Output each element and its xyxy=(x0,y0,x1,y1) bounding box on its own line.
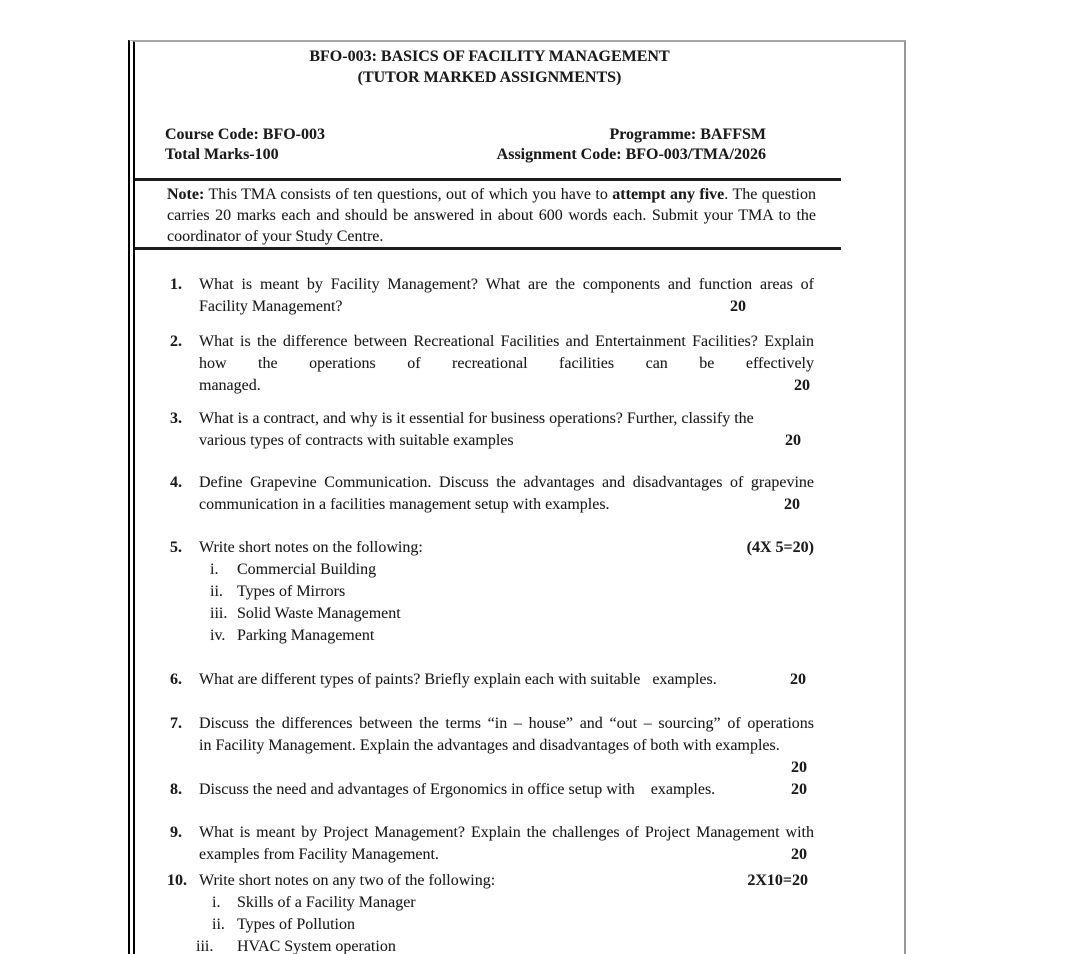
sub-item-text: Commercial Building xyxy=(237,561,377,578)
question-body xyxy=(199,331,814,397)
question-body xyxy=(199,537,814,647)
question-10 xyxy=(165,870,844,954)
question-line: Discuss the differences between the terms “in – house” and “out – sourcing” of operations xyxy=(199,715,814,732)
note-bold-text: attempt any five xyxy=(612,186,725,203)
sub-item xyxy=(210,603,814,625)
sub-item-text: Skills of a Facility Manager xyxy=(237,894,416,911)
sub-item-text: Solid Waste Management xyxy=(237,605,401,622)
questions-list xyxy=(165,274,844,954)
question-7 xyxy=(165,713,844,779)
marks-value: (4X 5=20) xyxy=(746,539,814,556)
question-8 xyxy=(165,779,844,801)
question-line: What is meant by Facility Management? What are the components and function areas of xyxy=(199,276,814,293)
sub-item-text: Types of Mirrors xyxy=(237,583,346,600)
question-1 xyxy=(165,274,844,318)
question-6 xyxy=(165,669,844,691)
page-subtitle: (TUTOR MARKED ASSIGNMENTS) xyxy=(357,69,622,86)
question-line: What is meant by Project Management? Explain the challenges of Project Management with xyxy=(199,824,814,841)
question-body xyxy=(196,870,814,954)
marks-value: 20 xyxy=(791,846,807,863)
question-5 xyxy=(165,537,844,647)
title-block xyxy=(165,46,814,88)
question-number: 4. xyxy=(170,474,182,491)
sub-item xyxy=(212,914,814,936)
sub-item-label: iv. xyxy=(210,627,226,644)
question-line: Write short notes on the following: (4X 5=20) xyxy=(199,537,814,559)
question-line: What is a contract, and why is it essential for business operations? Further, classify the xyxy=(199,410,754,427)
marks-value: 20 xyxy=(784,496,800,513)
question-line: communication in a facilities management setup with examples. 20 xyxy=(199,494,814,516)
note-text: This TMA consists of ten questions, out of which you have to xyxy=(204,186,613,203)
sub-item-label: iii. xyxy=(196,938,214,954)
marks-value: 20 xyxy=(730,298,746,315)
programme: Programme: BAFFSM xyxy=(609,126,766,143)
marks-value: 20 xyxy=(794,377,810,394)
question-line: Write short notes on any two of the following: 2X10=20 xyxy=(199,870,814,892)
question-line: how the operations of recreational facilities can be effectively xyxy=(199,355,814,372)
question-number: 5. xyxy=(170,539,182,556)
sub-item-label: ii. xyxy=(210,583,223,600)
marks-value: 20 xyxy=(791,781,807,798)
sub-item-label: i. xyxy=(212,894,221,911)
page-title: BFO-003: BASICS OF FACILITY MANAGEMENT xyxy=(309,48,670,65)
marks-value: 20 xyxy=(790,671,806,688)
question-body xyxy=(199,274,814,318)
question-2 xyxy=(165,331,844,397)
marks-value: 20 xyxy=(785,432,801,449)
question-line: managed. 20 xyxy=(199,375,814,397)
question-number: 6. xyxy=(170,671,182,688)
question-body xyxy=(199,713,814,779)
note-text-continued: . The question carries 20 marks each and should be answered in about 600 words each. Submit your TMA to the coordinator of your Study Centre. xyxy=(167,186,816,245)
question-line: in Facility Management. Explain the advantages and disadvantages of both with examples. xyxy=(199,737,780,754)
sub-item xyxy=(210,625,814,647)
question-body xyxy=(199,822,814,866)
question-line: Discuss the need and advantages of Ergonomics in office setup with examples. 20 xyxy=(199,779,814,801)
question-line: examples from Facility Management. 20 xyxy=(199,844,814,866)
question-9 xyxy=(165,822,844,866)
question-number: 2. xyxy=(170,333,182,350)
sub-item-label: ii. xyxy=(212,916,225,933)
question-line: Facility Management? 20 xyxy=(199,296,814,318)
question-number: 1. xyxy=(170,276,182,293)
header-left xyxy=(165,125,325,165)
question-3 xyxy=(165,408,844,452)
sub-item xyxy=(212,892,814,914)
note-label: Note: xyxy=(167,186,205,203)
question-number: 8. xyxy=(170,781,182,798)
sub-item-label: iii. xyxy=(210,605,228,622)
sub-item xyxy=(210,581,814,603)
question-body xyxy=(199,669,814,691)
marks-value: 20 xyxy=(791,759,807,776)
question-line: What is the difference between Recreational Facilities and Entertainment Facilities? Explain xyxy=(199,333,814,350)
question-number: 9. xyxy=(170,824,182,841)
question-line: What are different types of paints? Briefly explain each with suitable examples. 20 xyxy=(199,669,814,691)
sub-item xyxy=(196,936,814,954)
question-line: various types of contracts with suitable examples 20 xyxy=(199,430,814,452)
question-number: 10. xyxy=(167,872,187,889)
question-body xyxy=(199,472,814,516)
question-number: 3. xyxy=(170,410,182,427)
question-line xyxy=(199,757,814,779)
assignment-code: Assignment Code: BFO-003/TMA/2026 xyxy=(496,146,766,163)
sub-item-text: Types of Pollution xyxy=(237,916,355,933)
sub-item-label: i. xyxy=(210,561,219,578)
question-number: 7. xyxy=(170,715,182,732)
header-right xyxy=(497,125,766,165)
sub-item xyxy=(210,559,814,581)
question-4 xyxy=(165,472,844,516)
question-body xyxy=(199,408,814,452)
note-box xyxy=(135,178,841,250)
marks-value: 2X10=20 xyxy=(747,872,808,889)
total-marks: Total Marks-100 xyxy=(165,146,279,163)
question-line: Define Grapevine Communication. Discuss the advantages and disadvantages of grapevine xyxy=(199,474,814,491)
assignment-page xyxy=(128,40,906,954)
sub-item-text: HVAC System operation xyxy=(237,938,396,954)
sub-item-text: Parking Management xyxy=(237,627,375,644)
question-body xyxy=(199,779,814,801)
course-code: Course Code: BFO-003 xyxy=(165,126,325,143)
header-info xyxy=(165,125,844,165)
